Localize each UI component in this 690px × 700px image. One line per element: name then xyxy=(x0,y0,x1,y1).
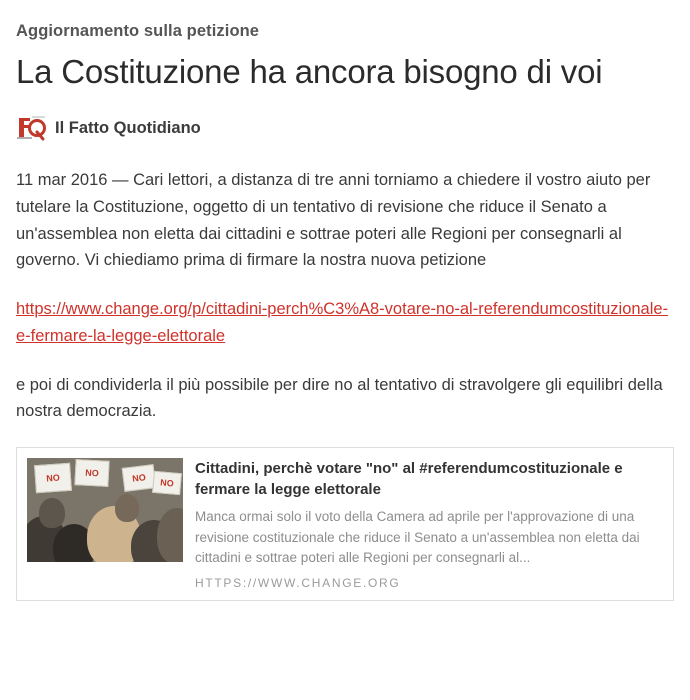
link-preview-description: Manca ormai solo il voto della Camera ad aprile per l'approvazione di una revisione costituzionale che riduce il Senato a un'assemblea non eletta dai cittadini e sottrae poteri alle Regioni per consegnarli al... xyxy=(195,509,640,565)
petition-link-block xyxy=(16,296,674,349)
petition-link[interactable]: https://www.change.org/p/cittadini-perch%C3%A8-votare-no-al-referendumcostituzionale-e-fermare-la-legge-elettorale xyxy=(16,300,669,345)
author-name: Il Fatto Quotidiano xyxy=(55,118,201,137)
link-preview-body xyxy=(195,458,663,590)
link-preview-card[interactable] xyxy=(16,447,674,601)
link-preview-domain: HTTPS://WWW.CHANGE.ORG xyxy=(195,576,401,591)
article-body-after: e poi di condividerla il più possibile per dire no al tentativo di stravolgere gli equilibri della nostra democrazia. xyxy=(16,375,663,421)
byline xyxy=(16,115,674,141)
link-preview-title: Cittadini, perchè votare "no" al #referendumcostituzionale e fermare la legge elettorale xyxy=(195,459,623,498)
article-body: 11 mar 2016 — Cari lettori, a distanza di tre anni torniamo a chiedere il vostro aiuto per tutelare la Costituzione, oggetto di un tentativo di revisione che riduce il Senato a un'assemblea non eletta dai cittadini e sottrae poteri alle Regioni per consegnarli al governo. Vi chiediamo prima di firmare la nostra nuova petizione xyxy=(16,171,651,270)
petition-update-label: Aggiornamento sulla petizione xyxy=(16,22,260,40)
page-title: La Costituzione ha ancora bisogno di voi xyxy=(16,53,603,90)
fatto-quotidiano-logo-icon xyxy=(16,115,46,141)
protest-crowd-photo: NO NO NO NO xyxy=(27,458,183,562)
